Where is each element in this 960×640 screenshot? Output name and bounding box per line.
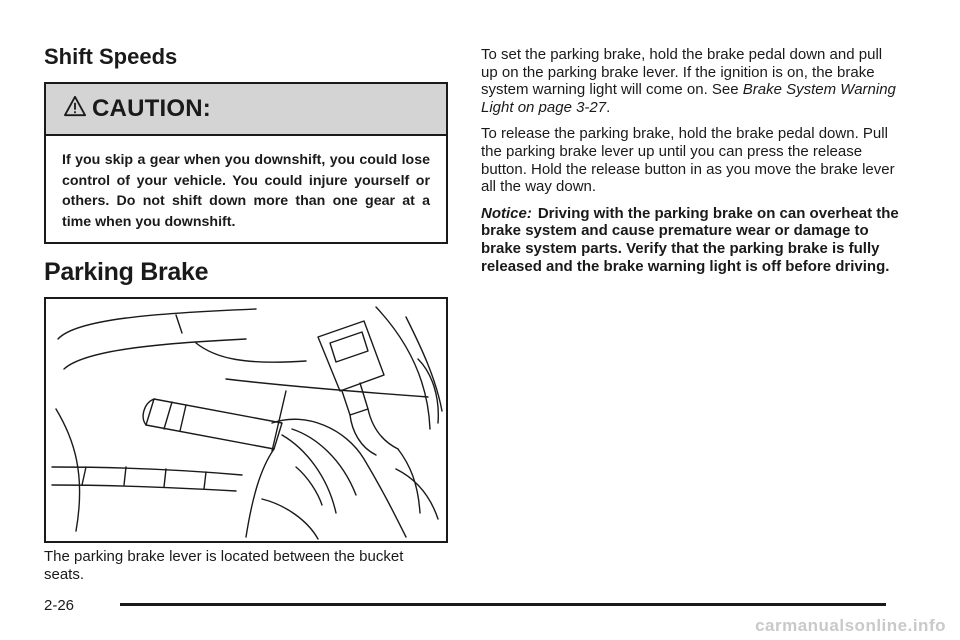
release-brake-paragraph: To release the parking brake, hold the brake pedal down. Pull the parking brake lever up until you can press the release button. Hold the release button in as you move the brake lever all the way down. — [481, 125, 895, 196]
page-number: 2-26 — [44, 597, 75, 614]
figure-caption: The parking brake lever is located between the bucket seats. — [44, 548, 404, 583]
notice-label: Notice: — [481, 204, 532, 222]
notice-text: Driving with the parking brake on can overheat the brake system and cause premature wear or damage to brake system parts. Verify that the parking brake is fully released and the brake warning light is off before driving. — [481, 204, 899, 275]
set-brake-paragraph — [481, 46, 901, 116]
section-heading-shift-speeds: Shift Speeds — [44, 44, 178, 69]
parking-brake-lever-drawing — [46, 299, 446, 541]
caution-label: CAUTION: — [92, 95, 211, 122]
parking-brake-illustration — [44, 297, 448, 543]
right-column — [481, 46, 901, 284]
notice-paragraph — [481, 205, 901, 275]
warning-triangle-icon — [64, 95, 86, 117]
section-heading-parking-brake: Parking Brake — [44, 258, 209, 286]
set-brake-period: . — [606, 98, 611, 116]
caution-box — [44, 82, 448, 244]
cross-reference-link[interactable]: Brake System Warning Light on page 3-27 — [481, 81, 896, 116]
set-brake-text: To set the parking brake, hold the brake pedal down and pull up on the parking brake lever. If the ignition is on, the brake system warning light will come on. See — [481, 46, 883, 99]
watermark-text: carmanualsonline.info — [755, 616, 946, 635]
caution-header — [46, 84, 446, 136]
footer-rule — [120, 603, 886, 606]
caution-text: If you skip a gear when you downshift, you could lose control of your vehicle. You could injure yourself or others. Do not shift down more than one gear at a time when you downshift. — [62, 152, 430, 230]
